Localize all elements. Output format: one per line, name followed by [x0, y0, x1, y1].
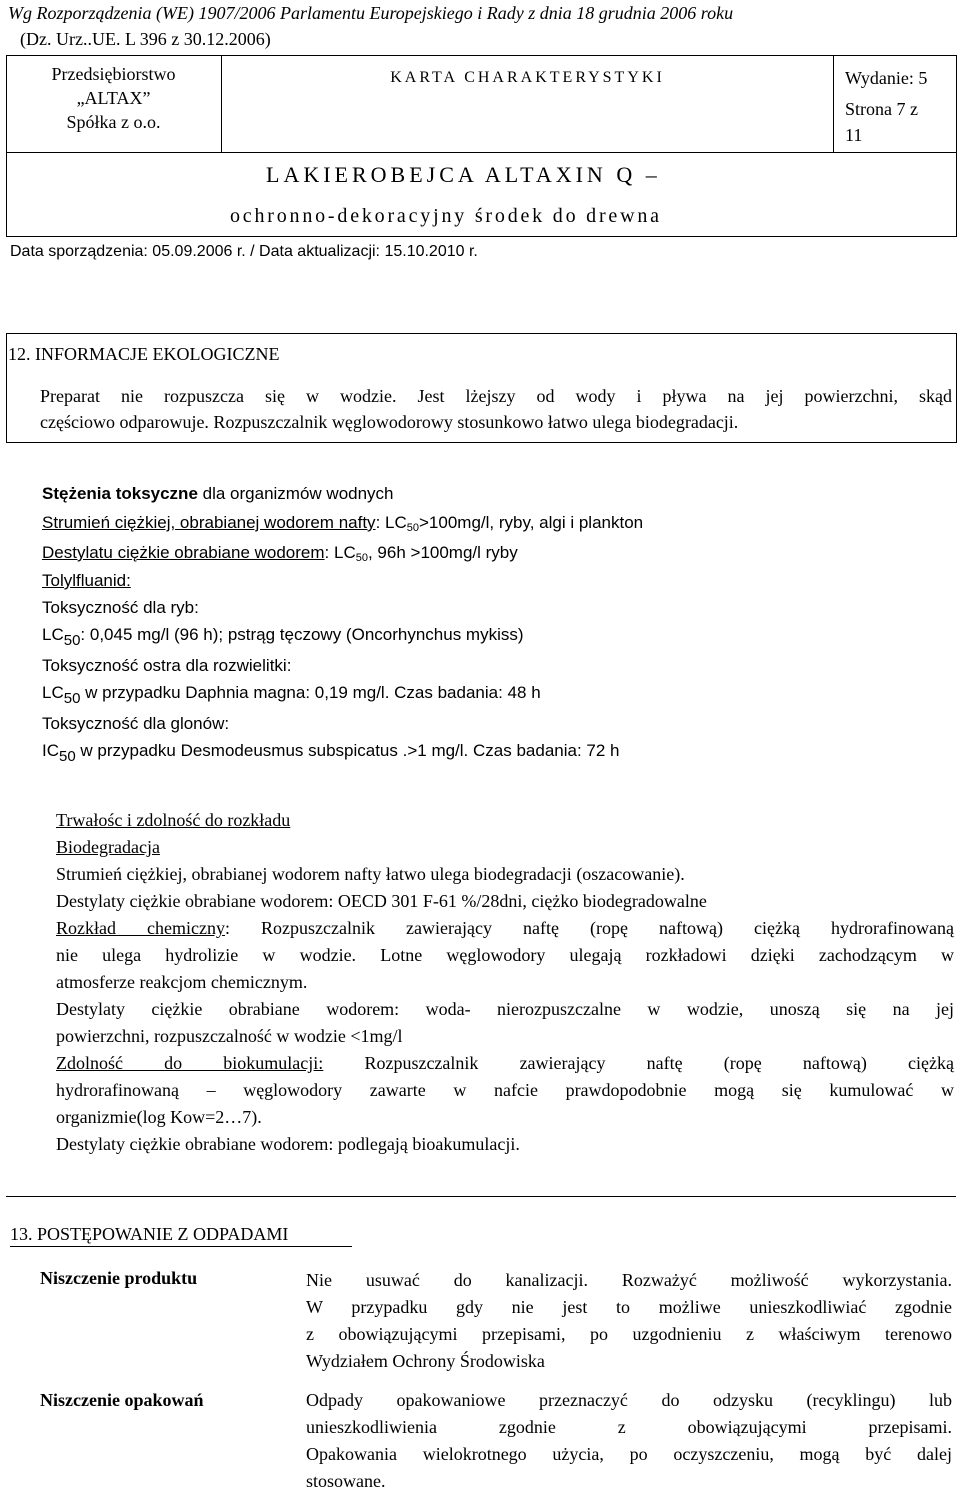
waste-packaging-text [306, 1387, 952, 1495]
company-line-1: Przedsiębiorstwo [51, 64, 176, 84]
page-number [845, 96, 918, 148]
tox-daphnia-label: Toksyczność ostra dla rozwielitki: [42, 656, 292, 675]
chemical-degradation-text: : Rozpuszczalnik zawierający naftę (ropę naftową) ciężką hydrorafinowaną [225, 918, 955, 938]
lc50-daphnia-value: w przypadku Daphnia magna: 0,19 mg/l. Czas badania: 48 h [80, 683, 541, 702]
waste-product-line-4: Wydziałem Ochrony Środowiska [306, 1351, 545, 1371]
ic50-sub: 50 [59, 748, 76, 765]
waste-product-line-2: W przypadku gdy nie jest to możliwe unieszkodliwiać zgodnie [306, 1297, 952, 1317]
bioaccumulation-line-3: organizmie(log Kow=2…7). [56, 1107, 262, 1127]
edition-value: 5 [918, 68, 928, 88]
waste-product-label: Niszczenie produktu [40, 1268, 198, 1288]
distillates-solubility-line-1: Destylaty ciężkie obrabiane wodorem: woda- nierozpuszczalne w wodzie, unoszą się na jej [56, 999, 954, 1019]
ic50-algae [42, 741, 643, 772]
section-13-top-rule [6, 1196, 956, 1197]
header-top-rule [6, 55, 957, 56]
company-line-3: Spółka z o.o. [66, 112, 161, 132]
bioaccumulation-text: Rozpuszczalnik zawierający naftę (ropę naftową) ciężką [323, 1053, 954, 1073]
regulation-reference [8, 2, 733, 24]
waste-packaging-line-3: Opakowania wielokrotnego użycia, po oczyszczeniu, mogą być dalej [306, 1444, 952, 1464]
lc50-daphnia [42, 683, 643, 714]
bioaccumulation-line-2: hydrorafinowaną – węglowodory zawarte w nafcie prawdopodobnie mogą się kumulować w [56, 1080, 954, 1100]
ic50-value: w przypadku Desmodeusmus subspicatus .>1 mg/l. Czas badania: 72 h [75, 741, 620, 760]
toxicity-heading [42, 484, 643, 513]
bioaccumulation-line-1 [56, 1052, 954, 1074]
distillates-lc-sub: 50 [355, 552, 368, 564]
regulation-line-2: (Dz. Urz..UE. L 396 z 30.12.2006) [20, 29, 271, 49]
waste-product-line-1: Nie usuwać do kanalizacji. Rozważyć możliwość wykorzystania. [306, 1270, 952, 1290]
header-divider-right [833, 55, 834, 153]
distillates-solubility-line-2: powierzchni, rozpuszczalność w wodzie <1mg/l [56, 1026, 403, 1046]
chemical-degradation-line-1 [56, 917, 954, 939]
toxicity-heading-rest: dla organizmów wodnych [197, 484, 394, 503]
document-type: KARTA CHARAKTERYSTYKI [390, 69, 665, 86]
company-line-2: „ALTAX” [76, 88, 151, 108]
lc50-fish [42, 625, 643, 656]
section-12-heading: 12. INFORMACJE EKOLOGICZNE [8, 344, 280, 364]
tox-algae-label: Toksyczność dla glonów: [42, 714, 230, 733]
distillates-label: Destylatu ciężkie obrabiane wodorem [42, 543, 325, 562]
lc50-fish-value: : 0,045 mg/l (96 h); pstrąg tęczowy (Oncorhynchus mykiss) [80, 625, 524, 644]
edition-label: Wydanie: [845, 68, 919, 88]
product-name: LAKIEROBEJCA ALTAXIN Q – [266, 162, 661, 187]
lc50-fish-sub: 50 [63, 632, 81, 649]
section-12-intro-line-2: częściowo odparowuje. Rozpuszczalnik węglowodorowy stosunkowo łatwo ulega biodegradacji. [40, 412, 739, 432]
section-13-heading: 13. POSTĘPOWANIE Z ODPADAMI [10, 1224, 289, 1244]
chemical-degradation-line-3: atmosferze reakcjom chemicznym. [56, 972, 308, 992]
biodegradation-line-2: Destylaty ciężkie obrabiane wodorem: OECD 301 F-61 %/28dni, ciężko biodegradowalne [56, 891, 707, 911]
lc50-daphnia-sub: 50 [63, 690, 81, 707]
bioaccumulation-line-4: Destylaty ciężkie obrabiane wodorem: podlegają bioakumulacji. [56, 1134, 520, 1154]
distillates-lc: : LC [324, 543, 356, 562]
waste-packaging-line-2: unieszkodliwienia zgodnie z obowiązującymi przepisami. [306, 1417, 952, 1437]
toxicity-line-distillates [42, 543, 643, 571]
product-description: ochronno-dekoracyjny środek do drewna [230, 205, 662, 227]
lc50-daphnia-prefix: LC [42, 683, 64, 702]
waste-packaging-line-1: Odpady opakowaniowe przeznaczyć do odzysku (recyklingu) lub [306, 1390, 952, 1410]
section-12-intro-line-1: Preparat nie rozpuszcza się w wodzie. Jest lżejszy od wody i pływa na jej powierzchni, skąd [40, 386, 952, 406]
page-line-1: Strona 7 z [845, 99, 918, 119]
header-middle-rule [6, 152, 957, 153]
chemical-degradation-line-2: nie ulega hydrolizie w wodzie. Lotne węglowodory ulegają rozkładowi dzięki zachodzącym w [56, 945, 954, 965]
biodegradation-line-1: Strumień ciężkiej, obrabianej wodorem nafty łatwo ulega biodegradacji (oszacowanie). [56, 864, 685, 884]
naphtha-lc: : LC [375, 513, 407, 532]
naphtha-label: Strumień ciężkiej, obrabianej wodorem nafty [42, 513, 376, 532]
ic50-prefix: IC [42, 741, 59, 760]
regulation-line-1: Wg Rozporządzenia (WE) 1907/2006 Parlamentu Europejskiego i Rady z dnia 18 grudnia 2006 roku [8, 3, 734, 23]
document-dates: Data sporządzenia: 05.09.2006 r. / Data aktualizacji: 15.10.2010 r. [10, 243, 478, 260]
tolylfluanid-label: Tolylfluanid: [42, 571, 131, 590]
naphtha-lc-sub: 50 [406, 522, 419, 534]
persistence-heading: Trwałośc i zdolność do rozkładu [56, 810, 291, 830]
toxicity-line-naphtha [42, 513, 643, 543]
waste-product-text [306, 1267, 952, 1375]
biodegradation-heading: Biodegradacja [56, 837, 160, 857]
toxicity-block [42, 484, 643, 772]
waste-packaging-line-4: stosowane. [306, 1471, 386, 1491]
header-right-border [956, 55, 957, 237]
page-line-2: 11 [845, 125, 863, 145]
tox-fish-label: Toksyczność dla ryb: [42, 598, 199, 617]
waste-product-line-3: z obowiązującymi przepisami, po uzgodnieniu z właściwym terenowo [306, 1324, 952, 1344]
distillates-value: , 96h >100mg/l ryby [367, 543, 518, 562]
bioaccumulation-label: Zdolność do biokumulacji: [56, 1053, 324, 1073]
chemical-degradation-label: Rozkład chemiczny [56, 918, 225, 938]
section-13-heading-underline [10, 1246, 352, 1247]
company-name [6, 62, 221, 134]
naphtha-value: >100mg/l, ryby, algi i plankton [419, 513, 644, 532]
edition [845, 66, 927, 90]
lc50-fish-prefix: LC [42, 625, 64, 644]
waste-packaging-label: Niszczenie opakowań [40, 1390, 204, 1410]
header-bottom-rule [6, 236, 957, 237]
toxicity-heading-bold: Stężenia toksyczne [42, 484, 198, 503]
